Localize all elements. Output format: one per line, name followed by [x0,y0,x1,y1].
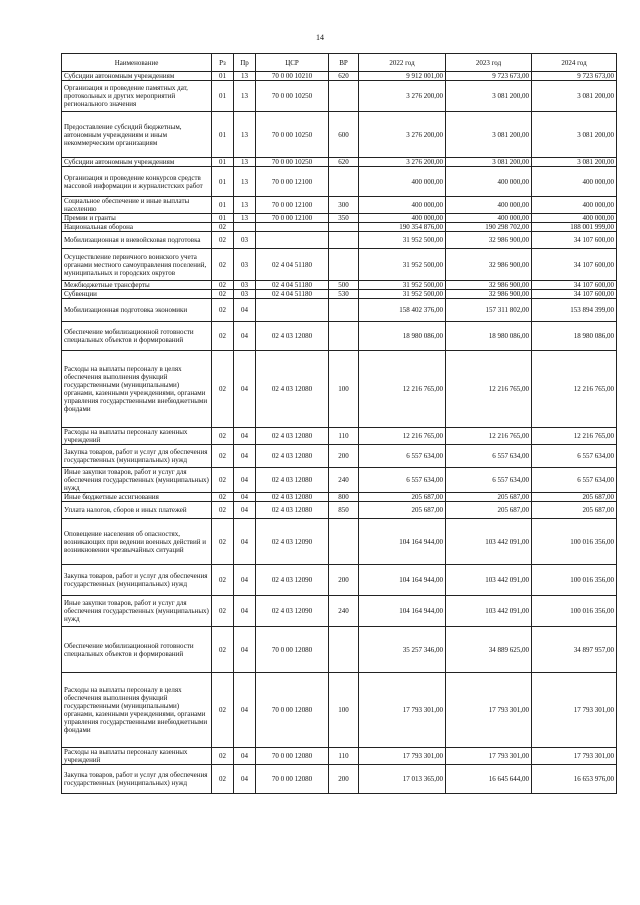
cell-csr [256,232,329,249]
cell-vr [329,299,359,322]
cell-2024: 100 016 356,00 [532,519,617,565]
cell-2022: 17 013 365,00 [359,765,446,794]
cell-name: Организация и проведение памятных дат, протокольных и других мероприятий регионального значения [62,81,212,112]
table-row [62,493,617,502]
cell-pr: 13 [234,72,256,81]
cell-pr: 04 [234,519,256,565]
cell-csr: 70 0 00 12100 [256,197,329,214]
cell-pr: 04 [234,445,256,468]
cell-rz: 02 [212,596,234,627]
table-row [62,197,617,214]
cell-2024: 6 557 634,00 [532,445,617,468]
table-row [62,223,617,232]
header-vr: ВР [329,54,359,72]
table-row [62,445,617,468]
cell-2024: 400 000,00 [532,197,617,214]
cell-rz: 02 [212,765,234,794]
table-row [62,468,617,493]
cell-2024: 3 081 200,00 [532,158,617,167]
table-row [62,596,617,627]
cell-2024: 205 687,00 [532,502,617,519]
cell-name: Национальная оборона [62,223,212,232]
cell-2024: 3 081 200,00 [532,81,617,112]
cell-2022: 400 000,00 [359,197,446,214]
cell-name: Организация и проведение конкурсов средств массовой информации и журналистских работ [62,167,212,197]
cell-vr: 110 [329,428,359,445]
cell-2023: 17 793 301,00 [446,748,532,765]
cell-vr [329,627,359,673]
cell-csr: 70 0 00 12080 [256,673,329,748]
cell-2023: 32 986 900,00 [446,290,532,299]
cell-2022: 31 952 500,00 [359,290,446,299]
cell-vr [329,249,359,281]
table-row [62,351,617,428]
cell-name: Обеспечение мобилизационной готовности специальных объектов и формирований [62,627,212,673]
cell-csr: 70 0 00 10250 [256,81,329,112]
cell-csr [256,299,329,322]
cell-pr: 04 [234,765,256,794]
table-row [62,765,617,794]
cell-2022: 18 980 086,00 [359,322,446,351]
header-name: Наименование [62,54,212,72]
cell-rz: 02 [212,290,234,299]
cell-vr: 850 [329,502,359,519]
cell-vr: 620 [329,158,359,167]
table-row [62,565,617,596]
cell-2024: 34 107 600,00 [532,281,617,290]
cell-vr: 100 [329,673,359,748]
cell-2022: 400 000,00 [359,167,446,197]
cell-vr: 240 [329,468,359,493]
cell-2023: 103 442 091,00 [446,565,532,596]
cell-rz: 01 [212,214,234,223]
cell-csr: 02 4 03 12080 [256,428,329,445]
cell-pr: 04 [234,493,256,502]
cell-2023: 400 000,00 [446,167,532,197]
cell-2022: 400 000,00 [359,214,446,223]
cell-name: Закупка товаров, работ и услуг для обеспечения государственных (муниципальных) нужд [62,445,212,468]
cell-name: Субвенции [62,290,212,299]
cell-rz: 02 [212,748,234,765]
header-csr: ЦСР [256,54,329,72]
cell-2024: 34 107 600,00 [532,232,617,249]
cell-pr: 04 [234,351,256,428]
cell-pr: 13 [234,214,256,223]
table-row [62,158,617,167]
cell-vr: 350 [329,214,359,223]
cell-rz: 02 [212,428,234,445]
cell-2022: 12 216 765,00 [359,428,446,445]
cell-2024: 400 000,00 [532,167,617,197]
cell-vr: 800 [329,493,359,502]
cell-name: Уплата налогов, сборов и иных платежей [62,502,212,519]
page-number: 14 [316,33,324,42]
table-row [62,502,617,519]
cell-2024: 188 001 999,00 [532,223,617,232]
cell-2023: 400 000,00 [446,197,532,214]
cell-rz: 02 [212,493,234,502]
table-row [62,627,617,673]
cell-vr [329,81,359,112]
header-2024: 2024 год [532,54,617,72]
cell-2022: 158 402 376,00 [359,299,446,322]
cell-pr: 13 [234,158,256,167]
cell-csr: 02 4 03 12090 [256,519,329,565]
cell-pr: 13 [234,197,256,214]
cell-name: Предоставление субсидий бюджетным, автономным учреждениям и иным некоммерческим организациям [62,112,212,158]
cell-name: Мобилизационная и вневойсковая подготовка [62,232,212,249]
cell-pr: 04 [234,299,256,322]
cell-csr: 70 0 00 10250 [256,158,329,167]
cell-vr: 240 [329,596,359,627]
cell-2022: 3 276 200,00 [359,158,446,167]
cell-name: Расходы на выплаты персоналу в целях обеспечения выполнения функций государственными (муниципальными) органами, казенными учреждениями, органами управления государственными внебюджетными фондами [62,351,212,428]
cell-2022: 9 912 001,00 [359,72,446,81]
cell-2022: 31 952 500,00 [359,249,446,281]
table-row [62,232,617,249]
cell-vr [329,223,359,232]
cell-2022: 3 276 200,00 [359,81,446,112]
header-row [62,54,617,72]
cell-2024: 400 000,00 [532,214,617,223]
cell-2023: 12 216 765,00 [446,351,532,428]
cell-pr: 04 [234,468,256,493]
cell-vr [329,167,359,197]
table-row [62,748,617,765]
cell-name: Иные бюджетные ассигнования [62,493,212,502]
cell-2024: 100 016 356,00 [532,565,617,596]
cell-pr: 04 [234,596,256,627]
cell-vr: 620 [329,72,359,81]
cell-2024: 12 216 765,00 [532,428,617,445]
cell-2023: 103 442 091,00 [446,596,532,627]
cell-2023: 205 687,00 [446,502,532,519]
cell-rz: 01 [212,81,234,112]
cell-rz: 02 [212,223,234,232]
cell-pr: 13 [234,112,256,158]
cell-2022: 31 952 500,00 [359,281,446,290]
table-row [62,428,617,445]
table-row [62,214,617,223]
cell-rz: 01 [212,158,234,167]
cell-csr: 70 0 00 12100 [256,167,329,197]
cell-2022: 190 354 876,00 [359,223,446,232]
cell-pr: 13 [234,167,256,197]
cell-2024: 9 723 673,00 [532,72,617,81]
cell-2023: 6 557 634,00 [446,445,532,468]
cell-csr: 02 4 03 12080 [256,351,329,428]
cell-2024: 18 980 086,00 [532,322,617,351]
cell-csr: 70 0 00 10250 [256,112,329,158]
cell-vr [329,519,359,565]
cell-pr: 04 [234,748,256,765]
cell-pr: 04 [234,565,256,596]
cell-2024: 3 081 200,00 [532,112,617,158]
cell-name: Межбюджетные трансферты [62,281,212,290]
cell-2023: 103 442 091,00 [446,519,532,565]
cell-2023: 6 557 634,00 [446,468,532,493]
cell-2023: 12 216 765,00 [446,428,532,445]
cell-pr: 04 [234,322,256,351]
cell-csr: 70 0 00 10210 [256,72,329,81]
cell-2023: 157 311 802,00 [446,299,532,322]
cell-rz: 02 [212,249,234,281]
cell-2024: 34 897 957,00 [532,627,617,673]
cell-2022: 31 952 500,00 [359,232,446,249]
cell-csr: 70 0 00 12100 [256,214,329,223]
cell-vr: 300 [329,197,359,214]
cell-rz: 01 [212,167,234,197]
cell-rz: 02 [212,322,234,351]
cell-2023: 3 081 200,00 [446,158,532,167]
cell-name: Субсидии автономным учреждениям [62,158,212,167]
cell-2022: 104 164 944,00 [359,596,446,627]
cell-csr: 02 4 03 12090 [256,596,329,627]
cell-2022: 104 164 944,00 [359,565,446,596]
cell-2024: 17 793 301,00 [532,673,617,748]
cell-csr: 02 4 04 51180 [256,281,329,290]
cell-csr: 70 0 00 12080 [256,748,329,765]
cell-name: Субсидии автономным учреждениям [62,72,212,81]
cell-rz: 02 [212,468,234,493]
cell-vr: 200 [329,565,359,596]
cell-rz: 01 [212,197,234,214]
cell-vr: 200 [329,445,359,468]
cell-rz: 02 [212,519,234,565]
cell-rz: 01 [212,72,234,81]
cell-2023: 16 645 644,00 [446,765,532,794]
table-row [62,322,617,351]
cell-2024: 153 894 399,00 [532,299,617,322]
cell-name: Расходы на выплаты персоналу в целях обеспечения выполнения функций государственными (муниципальными) органами, казенными учреждениями, органами управления государственными внебюджетными фондами [62,673,212,748]
cell-2024: 34 107 600,00 [532,290,617,299]
cell-name: Оповещение населения об опасностях, возникающих при ведении военных действий и возникновении чрезвычайных ситуаций [62,519,212,565]
cell-pr: 13 [234,81,256,112]
cell-2022: 104 164 944,00 [359,519,446,565]
cell-2024: 16 653 976,00 [532,765,617,794]
cell-2024: 17 793 301,00 [532,748,617,765]
cell-vr: 200 [329,765,359,794]
cell-pr [234,223,256,232]
cell-csr: 02 4 03 12080 [256,468,329,493]
cell-name: Расходы на выплаты персоналу казенных учреждений [62,428,212,445]
cell-2022: 3 276 200,00 [359,112,446,158]
cell-2022: 35 257 346,00 [359,627,446,673]
cell-pr: 03 [234,232,256,249]
table-row [62,112,617,158]
cell-pr: 04 [234,502,256,519]
cell-rz: 02 [212,351,234,428]
cell-2022: 6 557 634,00 [359,445,446,468]
cell-rz: 02 [212,565,234,596]
cell-pr: 03 [234,281,256,290]
cell-name: Закупка товаров, работ и услуг для обеспечения государственных (муниципальных) нужд [62,565,212,596]
cell-name: Расходы на выплаты персоналу казенных учреждений [62,748,212,765]
cell-csr: 02 4 03 12080 [256,493,329,502]
table-body [62,72,617,794]
cell-2024: 100 016 356,00 [532,596,617,627]
cell-vr: 600 [329,112,359,158]
cell-2023: 32 986 900,00 [446,249,532,281]
cell-pr: 04 [234,627,256,673]
cell-2023: 3 081 200,00 [446,112,532,158]
header-2022: 2022 год [359,54,446,72]
cell-csr: 70 0 00 12080 [256,627,329,673]
table-row [62,673,617,748]
cell-name: Премии и гранты [62,214,212,223]
cell-csr: 02 4 03 12080 [256,445,329,468]
cell-2022: 17 793 301,00 [359,673,446,748]
table-row [62,72,617,81]
cell-2024: 34 107 600,00 [532,249,617,281]
cell-2023: 18 980 086,00 [446,322,532,351]
table-row [62,290,617,299]
cell-2024: 12 216 765,00 [532,351,617,428]
header-pr: Пр [234,54,256,72]
cell-rz: 02 [212,673,234,748]
cell-vr: 530 [329,290,359,299]
cell-rz: 01 [212,112,234,158]
cell-csr: 02 4 03 12090 [256,565,329,596]
cell-vr [329,232,359,249]
cell-name: Социальное обеспечение и иные выплаты населению [62,197,212,214]
cell-2022: 205 687,00 [359,502,446,519]
cell-name: Осуществление первичного воинского учета органами местного самоуправления поселений, муниципальных и городских округов [62,249,212,281]
cell-rz: 02 [212,232,234,249]
cell-csr: 02 4 04 51180 [256,290,329,299]
cell-2023: 205 687,00 [446,493,532,502]
cell-name: Закупка товаров, работ и услуг для обеспечения государственных (муниципальных) нужд [62,765,212,794]
table-row [62,281,617,290]
cell-2023: 3 081 200,00 [446,81,532,112]
cell-csr [256,223,329,232]
cell-vr: 500 [329,281,359,290]
cell-pr: 03 [234,290,256,299]
table-row [62,249,617,281]
cell-csr: 02 4 03 12080 [256,322,329,351]
cell-pr: 03 [234,249,256,281]
cell-name: Иные закупки товаров, работ и услуг для обеспечения государственных (муниципальных) нужд [62,468,212,493]
cell-vr: 100 [329,351,359,428]
cell-2023: 34 889 625,00 [446,627,532,673]
cell-2022: 6 557 634,00 [359,468,446,493]
cell-name: Мобилизационная подготовка экономики [62,299,212,322]
cell-2022: 205 687,00 [359,493,446,502]
cell-pr: 04 [234,673,256,748]
cell-csr: 70 0 00 12080 [256,765,329,794]
table-row [62,519,617,565]
cell-csr: 02 4 03 12080 [256,502,329,519]
cell-vr: 110 [329,748,359,765]
header-rz: Рз [212,54,234,72]
cell-2024: 6 557 634,00 [532,468,617,493]
budget-table [61,53,617,794]
cell-name: Обеспечение мобилизационной готовности специальных объектов и формирований [62,322,212,351]
cell-pr: 04 [234,428,256,445]
cell-2023: 17 793 301,00 [446,673,532,748]
cell-2023: 190 298 702,00 [446,223,532,232]
cell-2023: 32 986 900,00 [446,232,532,249]
table-row [62,81,617,112]
cell-2023: 9 723 673,00 [446,72,532,81]
cell-rz: 02 [212,627,234,673]
cell-2023: 32 986 900,00 [446,281,532,290]
cell-csr: 02 4 04 51180 [256,249,329,281]
table-row [62,299,617,322]
header-2023: 2023 год [446,54,532,72]
cell-2022: 12 216 765,00 [359,351,446,428]
cell-rz: 02 [212,445,234,468]
cell-rz: 02 [212,502,234,519]
cell-2022: 17 793 301,00 [359,748,446,765]
cell-vr [329,322,359,351]
table-row [62,167,617,197]
cell-2023: 400 000,00 [446,214,532,223]
cell-rz: 02 [212,299,234,322]
cell-rz: 02 [212,281,234,290]
cell-2024: 205 687,00 [532,493,617,502]
cell-name: Иные закупки товаров, работ и услуг для обеспечения государственных (муниципальных) нужд [62,596,212,627]
